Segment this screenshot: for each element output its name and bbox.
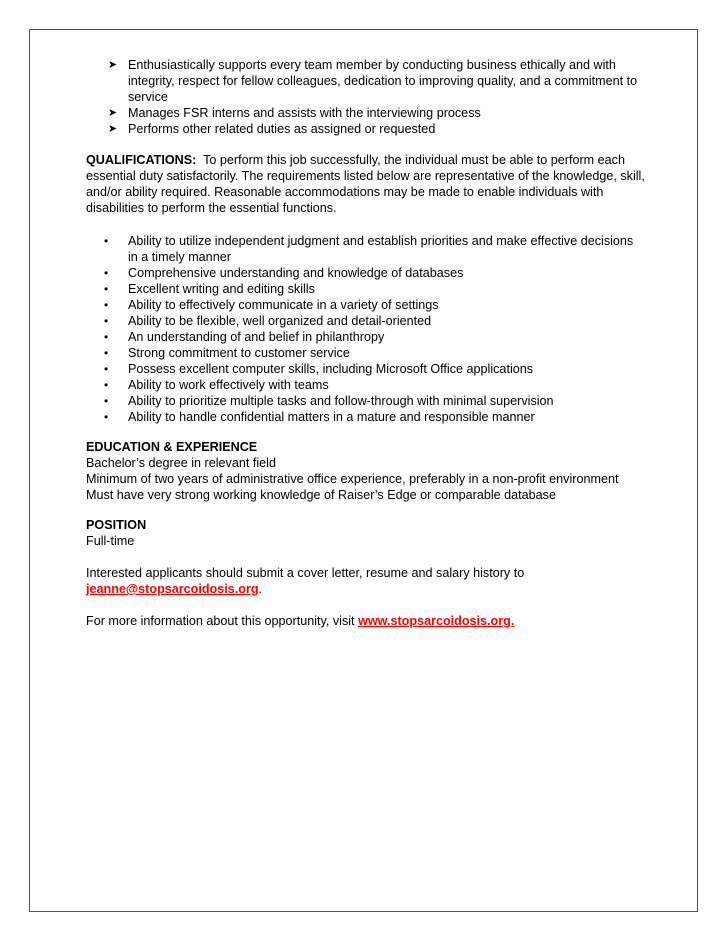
list-item	[86, 57, 646, 105]
duties-list	[86, 57, 646, 137]
position-value: Full-time	[86, 534, 135, 548]
round-bullet-icon: •	[104, 314, 109, 328]
list-item	[86, 121, 646, 137]
email-link[interactable]: jeanne@stopsarcoidosis.org	[86, 582, 259, 596]
education-line: Bachelor’s degree in relevant field	[86, 456, 276, 470]
round-bullet-icon: •	[104, 378, 109, 392]
qualification-text: Comprehensive understanding and knowledge of databases	[128, 266, 464, 280]
round-bullet-icon: •	[104, 346, 109, 360]
education-line: Must have very strong working knowledge of Raiser’s Edge or comparable database	[86, 488, 556, 502]
apply-section	[86, 565, 646, 597]
list-item	[86, 377, 646, 393]
duty-text: Performs other related duties as assigned or requested	[128, 122, 436, 136]
list-item	[86, 409, 646, 425]
round-bullet-icon: •	[104, 298, 109, 312]
list-item	[86, 105, 646, 121]
more-info-section	[86, 613, 646, 629]
arrow-bullet-icon: ➤	[108, 107, 118, 119]
list-item	[86, 393, 646, 409]
list-item	[86, 265, 646, 281]
list-item	[86, 361, 646, 377]
qualifications-list	[86, 233, 646, 425]
position-heading: POSITION	[86, 518, 147, 532]
list-item	[86, 281, 646, 297]
qualification-text: An understanding of and belief in philanthropy	[128, 330, 385, 344]
qualification-text: Ability to utilize independent judgment and establish priorities and make effective decisions in a timely manner	[128, 234, 634, 264]
education-heading: EDUCATION & EXPERIENCE	[86, 440, 258, 454]
list-item	[86, 233, 646, 265]
qualifications-intro	[86, 152, 646, 216]
position-section	[86, 517, 646, 549]
round-bullet-icon: •	[104, 394, 109, 408]
qualification-text: Ability to handle confidential matters in a mature and responsible manner	[128, 410, 535, 424]
more-info-text: For more information about this opportunity, visit	[86, 614, 355, 628]
arrow-bullet-icon: ➤	[108, 59, 118, 71]
website-link[interactable]: www.stopsarcoidosis.org.	[358, 614, 515, 628]
qualification-text: Excellent writing and editing skills	[128, 282, 315, 296]
list-item	[86, 297, 646, 313]
list-item	[86, 329, 646, 345]
round-bullet-icon: •	[104, 234, 109, 248]
document-body	[86, 57, 646, 629]
round-bullet-icon: •	[104, 282, 109, 296]
qualifications-heading: QUALIFICATIONS:	[86, 153, 197, 167]
education-line: Minimum of two years of administrative office experience, preferably in a non-profit environment	[86, 472, 619, 486]
apply-text: Interested applicants should submit a cover letter, resume and salary history to	[86, 566, 525, 580]
qualification-text: Ability to work effectively with teams	[128, 378, 329, 392]
qualification-text: Strong commitment to customer service	[128, 346, 350, 360]
qualification-text: Ability to effectively communicate in a variety of settings	[128, 298, 439, 312]
round-bullet-icon: •	[104, 266, 109, 280]
education-section	[86, 439, 646, 503]
round-bullet-icon: •	[104, 362, 109, 376]
qualification-text: Ability to be flexible, well organized and detail-oriented	[128, 314, 432, 328]
qualifications-intro-text: To perform this job successfully, the individual must be able to perform each essential duty satisfactorily. The requirements listed below are representative of the knowledge, skill, and/or ability required. Reasonable accommodations may be made to enable individuals with disabilities to perform the essential functions.	[86, 153, 645, 215]
duty-text: Manages FSR interns and assists with the interviewing process	[128, 106, 481, 120]
arrow-bullet-icon: ➤	[108, 123, 118, 135]
apply-email-line	[86, 581, 646, 597]
list-item	[86, 313, 646, 329]
round-bullet-icon: •	[104, 330, 109, 344]
round-bullet-icon: •	[104, 410, 109, 424]
qualification-text: Ability to prioritize multiple tasks and follow-through with minimal supervision	[128, 394, 554, 408]
email-suffix: .	[258, 582, 263, 596]
list-item	[86, 345, 646, 361]
duty-text: Enthusiastically supports every team member by conducting business ethically and with integrity, respect for fellow colleagues, dedication to improving quality, and a commitment to service	[128, 58, 638, 104]
qualification-text: Possess excellent computer skills, including Microsoft Office applications	[128, 362, 534, 376]
